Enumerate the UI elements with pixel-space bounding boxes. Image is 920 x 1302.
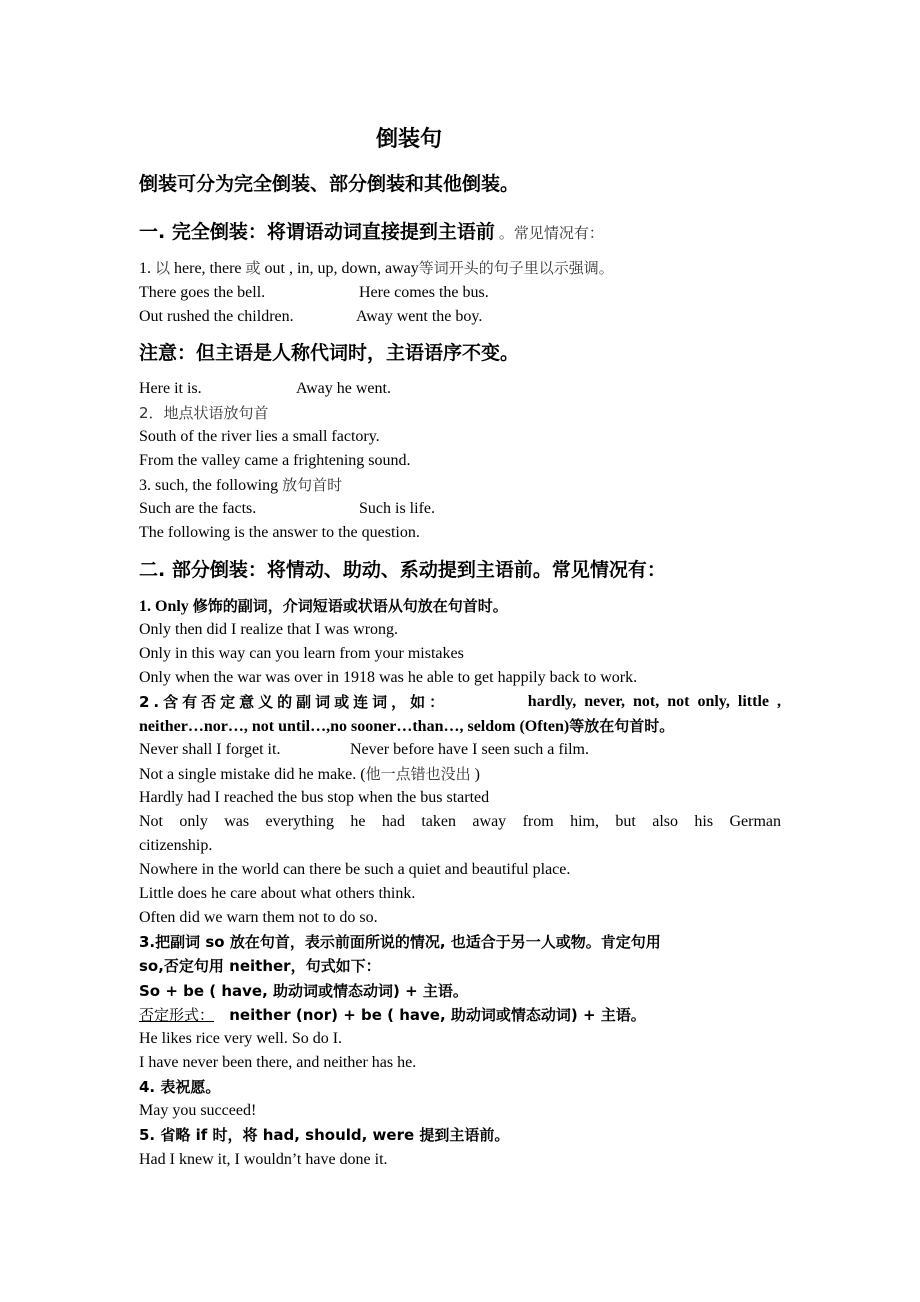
rule-text: 以	[155, 259, 171, 277]
example-text: Away he went.	[296, 380, 391, 397]
rule-2-3-line2: so,否定句用 neither，句式如下：	[139, 957, 381, 975]
example-line: Had I knew it, I wouldn’t have done it.	[139, 1151, 388, 1168]
rule-2-3-line1: 3.把副词 so 放在句首，表示前面所说的情况, 也适合于另一人或物。肯定句用	[139, 933, 661, 951]
rule-text: 放句首时	[282, 476, 343, 494]
example-text: Never before have I seen such a film.	[350, 741, 589, 758]
rule-2-5: 5. 省略 if 时，将 had, should, were 提到主语前。	[139, 1126, 510, 1144]
example-text: Out rushed the children.	[139, 308, 294, 325]
rule-1-1	[139, 258, 614, 279]
formula-text: neither (nor) + be ( have, 助动词或情态动词) + 主语。	[229, 1006, 646, 1024]
rule-words: 1. Only	[139, 598, 189, 615]
section1-heading	[139, 220, 604, 244]
rule-2-4: 4. 表祝愿。	[139, 1078, 221, 1096]
example-line: Often did we warn them not to do so.	[139, 909, 378, 926]
example-line: Only in this way can you learn from your mistakes	[139, 645, 464, 662]
section1-title: 一. 完全倒装：将谓语动词直接提到主语前	[139, 221, 495, 243]
example-line: Little does he care about what others think.	[139, 885, 416, 902]
example-line	[139, 764, 480, 785]
example-line: I have never been there, and neither has he.	[139, 1054, 417, 1071]
section1-note: 。常见情况有：	[498, 224, 604, 242]
rule-1-3	[139, 475, 342, 496]
example-line: May you succeed!	[139, 1102, 257, 1119]
rule-words: neither…nor…, not until…,no sooner…than…, seldom (Often)	[139, 718, 570, 735]
rule-text: 等放在句首时。	[569, 717, 675, 735]
rule-text: 等词开头的句子里以示强调。	[418, 259, 614, 277]
rule-words: out , in, up, down, away	[264, 260, 419, 277]
example-text: Not a single mistake did he make. (	[139, 766, 366, 783]
rule-2-1	[139, 596, 508, 617]
example-line: The following is the answer to the question.	[139, 524, 420, 541]
example-line: South of the river lies a small factory.	[139, 428, 380, 445]
example-text: Such is life.	[359, 500, 435, 517]
formula-label: 否定形式：	[139, 1006, 215, 1024]
example-line: From the valley came a frightening sound.	[139, 452, 411, 469]
example-text: There goes the bell.	[139, 284, 266, 301]
rule-text: 修饰的副词，介词短语或状语从句放在句首时。	[192, 597, 508, 615]
rule-1-2: 2．地点状语放句首	[139, 404, 269, 422]
example-line	[139, 499, 435, 519]
note-heading: 注意：但主语是人称代词时，主语语序不变。	[139, 342, 520, 364]
formula-negative	[139, 1005, 646, 1025]
intro-heading: 倒装可分为完全倒装、部分倒装和其他倒装。	[139, 173, 520, 195]
example-line: He likes rice very well. So do I.	[139, 1030, 343, 1047]
rule-number: 1.	[139, 260, 151, 277]
example-text: Away went the boy.	[356, 308, 483, 325]
example-text: Here comes the bus.	[359, 284, 489, 301]
formula-affirmative: So + be ( have, 助动词或情态动词) + 主语。	[139, 982, 468, 1000]
example-translation: 他一点错也没出	[365, 765, 471, 783]
example-line	[139, 307, 483, 327]
example-line: Hardly had I reached the bus stop when the bus started	[139, 789, 490, 806]
rule-2-2-line2	[139, 716, 674, 737]
example-text: )	[470, 766, 480, 783]
example-line	[139, 283, 489, 303]
rule-text: 2.含有否定意义的副词或连词，如：	[139, 693, 449, 711]
rule-words: hardly, never, not, not only, little ,	[527, 693, 781, 710]
example-line: Not only was everything he had taken away from him, but also his German	[139, 813, 781, 830]
rule-text: 或	[245, 259, 261, 277]
rule-words: 3. such, the following	[139, 477, 279, 494]
example-line	[139, 379, 391, 399]
example-text: Here it is.	[139, 380, 202, 397]
example-line: Nowhere in the world can there be such a quiet and beautiful place.	[139, 861, 571, 878]
section2-heading: 二. 部分倒装：将情动、助动、系动提到主语前。常见情况有：	[139, 559, 666, 581]
rule-2-2-line1	[139, 692, 781, 712]
example-line: citizenship.	[139, 837, 213, 854]
example-text: Never shall I forget it.	[139, 741, 281, 758]
example-line	[139, 740, 589, 760]
example-text: Such are the facts.	[139, 500, 257, 517]
page-title: 倒装句	[375, 127, 442, 152]
rule-words: here, there	[174, 260, 242, 277]
example-line: Only when the war was over in 1918 was he able to get happily back to work.	[139, 669, 638, 686]
example-line: Only then did I realize that I was wrong.	[139, 621, 399, 638]
